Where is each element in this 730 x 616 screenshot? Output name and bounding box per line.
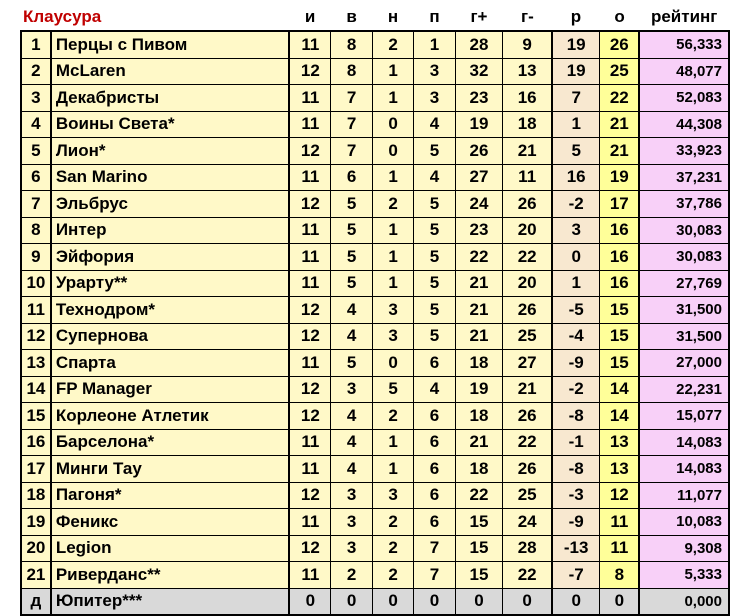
losses-cell: 5 <box>414 244 455 271</box>
diff-cell: 5 <box>552 138 600 165</box>
rating-cell: 31,500 <box>639 323 729 350</box>
team-name-cell: McLaren <box>51 58 290 85</box>
table-row <box>21 562 729 589</box>
diff-cell: 0 <box>552 244 600 271</box>
goals-against-cell: 13 <box>503 58 552 85</box>
losses-cell: 5 <box>414 138 455 165</box>
points-cell: 19 <box>600 164 640 191</box>
rank-cell: д <box>21 588 51 615</box>
rank-cell: 3 <box>21 85 51 112</box>
goals-for-cell: 24 <box>455 191 502 218</box>
rank-cell: 1 <box>21 31 51 58</box>
team-name-cell: Эльбрус <box>51 191 290 218</box>
points-cell: 0 <box>600 588 640 615</box>
diff-cell: -8 <box>552 456 600 483</box>
team-name-cell: FP Manager <box>51 376 290 403</box>
losses-cell: 6 <box>414 509 455 536</box>
points-cell: 25 <box>600 58 640 85</box>
wins-cell: 4 <box>331 429 372 456</box>
games-cell: 12 <box>289 376 331 403</box>
rating-cell: 11,077 <box>639 482 729 509</box>
losses-cell: 7 <box>414 535 455 562</box>
table-row <box>21 31 729 58</box>
team-name-cell: Лион* <box>51 138 290 165</box>
draws-cell: 2 <box>372 562 413 589</box>
losses-cell: 5 <box>414 297 455 324</box>
goals-for-cell: 19 <box>455 376 502 403</box>
goals-against-cell: 26 <box>503 191 552 218</box>
rating-cell: 37,231 <box>639 164 729 191</box>
team-name-cell: Барселона* <box>51 429 290 456</box>
points-cell: 17 <box>600 191 640 218</box>
goals-for-cell: 21 <box>455 429 502 456</box>
rating-cell: 44,308 <box>639 111 729 138</box>
col-header-goals-against: г- <box>503 4 552 31</box>
rank-cell: 10 <box>21 270 51 297</box>
diff-cell: 0 <box>552 588 600 615</box>
losses-cell: 4 <box>414 111 455 138</box>
diff-cell: -8 <box>552 403 600 430</box>
table-row <box>21 509 729 536</box>
rating-cell: 27,000 <box>639 350 729 377</box>
goals-against-cell: 16 <box>503 85 552 112</box>
goals-against-cell: 20 <box>503 270 552 297</box>
goals-for-cell: 23 <box>455 217 502 244</box>
games-cell: 11 <box>289 509 331 536</box>
draws-cell: 1 <box>372 85 413 112</box>
wins-cell: 5 <box>331 191 372 218</box>
games-cell: 11 <box>289 31 331 58</box>
draws-cell: 2 <box>372 509 413 536</box>
goals-against-cell: 25 <box>503 482 552 509</box>
losses-cell: 6 <box>414 482 455 509</box>
rank-cell: 8 <box>21 217 51 244</box>
diff-cell: 3 <box>552 217 600 244</box>
team-name-cell: Эйфория <box>51 244 290 271</box>
wins-cell: 3 <box>331 376 372 403</box>
rank-cell: 21 <box>21 562 51 589</box>
table-row <box>21 588 729 615</box>
games-cell: 11 <box>289 270 331 297</box>
rank-cell: 9 <box>21 244 51 271</box>
draws-cell: 1 <box>372 58 413 85</box>
goals-for-cell: 18 <box>455 403 502 430</box>
points-cell: 8 <box>600 562 640 589</box>
points-cell: 16 <box>600 270 640 297</box>
points-cell: 11 <box>600 509 640 536</box>
col-header-rating: рейтинг <box>639 4 729 31</box>
goals-for-cell: 26 <box>455 138 502 165</box>
goals-for-cell: 18 <box>455 350 502 377</box>
goals-against-cell: 20 <box>503 217 552 244</box>
wins-cell: 7 <box>331 85 372 112</box>
draws-cell: 0 <box>372 111 413 138</box>
rank-cell: 15 <box>21 403 51 430</box>
table-row <box>21 58 729 85</box>
rating-cell: 15,077 <box>639 403 729 430</box>
wins-cell: 4 <box>331 456 372 483</box>
diff-cell: 19 <box>552 58 600 85</box>
wins-cell: 3 <box>331 535 372 562</box>
diff-cell: -5 <box>552 297 600 324</box>
rating-cell: 56,333 <box>639 31 729 58</box>
team-name-cell: Феникс <box>51 509 290 536</box>
rank-cell: 17 <box>21 456 51 483</box>
games-cell: 12 <box>289 58 331 85</box>
team-name-cell: Супернова <box>51 323 290 350</box>
games-cell: 11 <box>289 217 331 244</box>
rank-cell: 16 <box>21 429 51 456</box>
wins-cell: 4 <box>331 297 372 324</box>
table-row <box>21 482 729 509</box>
team-name-cell: Минги Тау <box>51 456 290 483</box>
games-cell: 12 <box>289 323 331 350</box>
draws-cell: 3 <box>372 482 413 509</box>
goals-against-cell: 22 <box>503 562 552 589</box>
wins-cell: 8 <box>331 31 372 58</box>
points-cell: 15 <box>600 350 640 377</box>
rank-cell: 12 <box>21 323 51 350</box>
games-cell: 12 <box>289 535 331 562</box>
table-row <box>21 535 729 562</box>
table-row <box>21 323 729 350</box>
draws-cell: 5 <box>372 376 413 403</box>
rating-cell: 14,083 <box>639 456 729 483</box>
diff-cell: 16 <box>552 164 600 191</box>
games-cell: 11 <box>289 456 331 483</box>
games-cell: 0 <box>289 588 331 615</box>
rating-cell: 52,083 <box>639 85 729 112</box>
points-cell: 12 <box>600 482 640 509</box>
draws-cell: 2 <box>372 31 413 58</box>
wins-cell: 2 <box>331 562 372 589</box>
rating-cell: 14,083 <box>639 429 729 456</box>
diff-cell: -1 <box>552 429 600 456</box>
games-cell: 12 <box>289 138 331 165</box>
losses-cell: 5 <box>414 191 455 218</box>
draws-cell: 3 <box>372 323 413 350</box>
goals-against-cell: 18 <box>503 111 552 138</box>
wins-cell: 8 <box>331 58 372 85</box>
diff-cell: 19 <box>552 31 600 58</box>
col-header-draws: н <box>372 4 413 31</box>
table-row <box>21 85 729 112</box>
draws-cell: 2 <box>372 535 413 562</box>
losses-cell: 6 <box>414 456 455 483</box>
goals-for-cell: 15 <box>455 509 502 536</box>
games-cell: 12 <box>289 297 331 324</box>
rating-cell: 31,500 <box>639 297 729 324</box>
team-name-cell: Legion <box>51 535 290 562</box>
goals-for-cell: 18 <box>455 456 502 483</box>
goals-for-cell: 22 <box>455 482 502 509</box>
games-cell: 12 <box>289 482 331 509</box>
goals-for-cell: 21 <box>455 297 502 324</box>
goals-for-cell: 32 <box>455 58 502 85</box>
col-header-games: и <box>289 4 331 31</box>
games-cell: 11 <box>289 85 331 112</box>
draws-cell: 1 <box>372 456 413 483</box>
games-cell: 11 <box>289 562 331 589</box>
col-header-diff: р <box>552 4 600 31</box>
draws-cell: 1 <box>372 164 413 191</box>
points-cell: 21 <box>600 138 640 165</box>
draws-cell: 2 <box>372 403 413 430</box>
goals-for-cell: 21 <box>455 323 502 350</box>
rank-cell: 11 <box>21 297 51 324</box>
team-name-cell: Юпитер*** <box>51 588 290 615</box>
diff-cell: -9 <box>552 509 600 536</box>
wins-cell: 3 <box>331 482 372 509</box>
wins-cell: 4 <box>331 403 372 430</box>
draws-cell: 0 <box>372 588 413 615</box>
points-cell: 16 <box>600 244 640 271</box>
team-name-cell: San Marino <box>51 164 290 191</box>
col-header-losses: п <box>414 4 455 31</box>
team-name-cell: Урарту** <box>51 270 290 297</box>
goals-for-cell: 28 <box>455 31 502 58</box>
team-name-cell: Технодром* <box>51 297 290 324</box>
team-name-cell: Декабристы <box>51 85 290 112</box>
losses-cell: 5 <box>414 323 455 350</box>
table-row <box>21 138 729 165</box>
goals-against-cell: 26 <box>503 297 552 324</box>
table-row <box>21 403 729 430</box>
rank-cell: 19 <box>21 509 51 536</box>
rank-cell: 5 <box>21 138 51 165</box>
goals-against-cell: 21 <box>503 376 552 403</box>
diff-cell: -3 <box>552 482 600 509</box>
goals-against-cell: 11 <box>503 164 552 191</box>
draws-cell: 0 <box>372 350 413 377</box>
draws-cell: 1 <box>372 244 413 271</box>
draws-cell: 2 <box>372 191 413 218</box>
points-cell: 16 <box>600 217 640 244</box>
team-name-cell: Перцы с Пивом <box>51 31 290 58</box>
losses-cell: 6 <box>414 403 455 430</box>
diff-cell: 7 <box>552 85 600 112</box>
rating-cell: 27,769 <box>639 270 729 297</box>
wins-cell: 6 <box>331 164 372 191</box>
team-name-cell: Пагоня* <box>51 482 290 509</box>
wins-cell: 5 <box>331 350 372 377</box>
table-row <box>21 270 729 297</box>
rank-cell: 4 <box>21 111 51 138</box>
points-cell: 15 <box>600 323 640 350</box>
goals-for-cell: 15 <box>455 562 502 589</box>
losses-cell: 0 <box>414 588 455 615</box>
rating-cell: 33,923 <box>639 138 729 165</box>
draws-cell: 0 <box>372 138 413 165</box>
rating-cell: 48,077 <box>639 58 729 85</box>
diff-cell: 1 <box>552 111 600 138</box>
table-body <box>21 31 729 615</box>
points-cell: 14 <box>600 403 640 430</box>
goals-for-cell: 22 <box>455 244 502 271</box>
points-cell: 11 <box>600 535 640 562</box>
points-cell: 14 <box>600 376 640 403</box>
wins-cell: 7 <box>331 138 372 165</box>
wins-cell: 7 <box>331 111 372 138</box>
rating-cell: 30,083 <box>639 217 729 244</box>
table-row <box>21 456 729 483</box>
draws-cell: 3 <box>372 297 413 324</box>
diff-cell: -2 <box>552 191 600 218</box>
team-name-cell: Воины Света* <box>51 111 290 138</box>
team-name-cell: Интер <box>51 217 290 244</box>
points-cell: 13 <box>600 429 640 456</box>
diff-cell: -13 <box>552 535 600 562</box>
table-row <box>21 164 729 191</box>
losses-cell: 4 <box>414 376 455 403</box>
goals-against-cell: 0 <box>503 588 552 615</box>
rank-cell: 7 <box>21 191 51 218</box>
diff-cell: -7 <box>552 562 600 589</box>
rating-cell: 9,308 <box>639 535 729 562</box>
table-header <box>21 4 729 31</box>
games-cell: 12 <box>289 403 331 430</box>
diff-cell: 1 <box>552 270 600 297</box>
points-cell: 15 <box>600 297 640 324</box>
table-row <box>21 217 729 244</box>
wins-cell: 5 <box>331 217 372 244</box>
diff-cell: -9 <box>552 350 600 377</box>
team-name-cell: Риверданс** <box>51 562 290 589</box>
draws-cell: 1 <box>372 429 413 456</box>
rank-cell: 6 <box>21 164 51 191</box>
goals-against-cell: 27 <box>503 350 552 377</box>
losses-cell: 3 <box>414 85 455 112</box>
wins-cell: 4 <box>331 323 372 350</box>
games-cell: 12 <box>289 191 331 218</box>
games-cell: 11 <box>289 164 331 191</box>
losses-cell: 1 <box>414 31 455 58</box>
team-name-cell: Спарта <box>51 350 290 377</box>
losses-cell: 5 <box>414 270 455 297</box>
rating-cell: 0,000 <box>639 588 729 615</box>
goals-for-cell: 15 <box>455 535 502 562</box>
wins-cell: 5 <box>331 270 372 297</box>
games-cell: 11 <box>289 244 331 271</box>
losses-cell: 6 <box>414 350 455 377</box>
wins-cell: 5 <box>331 244 372 271</box>
wins-cell: 0 <box>331 588 372 615</box>
goals-against-cell: 9 <box>503 31 552 58</box>
draws-cell: 1 <box>372 217 413 244</box>
draws-cell: 1 <box>372 270 413 297</box>
rank-cell: 18 <box>21 482 51 509</box>
rating-cell: 37,786 <box>639 191 729 218</box>
goals-for-cell: 0 <box>455 588 502 615</box>
rank-cell: 14 <box>21 376 51 403</box>
diff-cell: -2 <box>552 376 600 403</box>
games-cell: 11 <box>289 429 331 456</box>
games-cell: 11 <box>289 350 331 377</box>
table-row <box>21 111 729 138</box>
goals-against-cell: 26 <box>503 403 552 430</box>
goals-against-cell: 25 <box>503 323 552 350</box>
goals-against-cell: 24 <box>503 509 552 536</box>
games-cell: 11 <box>289 111 331 138</box>
losses-cell: 7 <box>414 562 455 589</box>
losses-cell: 4 <box>414 164 455 191</box>
table-row <box>21 376 729 403</box>
wins-cell: 3 <box>331 509 372 536</box>
rating-cell: 22,231 <box>639 376 729 403</box>
goals-for-cell: 27 <box>455 164 502 191</box>
goals-for-cell: 23 <box>455 85 502 112</box>
col-header-goals-for: г+ <box>455 4 502 31</box>
table-title: Клаусура <box>21 4 289 31</box>
team-name-cell: Корлеоне Атлетик <box>51 403 290 430</box>
losses-cell: 3 <box>414 58 455 85</box>
goals-for-cell: 19 <box>455 111 502 138</box>
goals-against-cell: 22 <box>503 429 552 456</box>
losses-cell: 6 <box>414 429 455 456</box>
diff-cell: -4 <box>552 323 600 350</box>
rank-cell: 20 <box>21 535 51 562</box>
rating-cell: 10,083 <box>639 509 729 536</box>
rank-cell: 13 <box>21 350 51 377</box>
table-row <box>21 244 729 271</box>
points-cell: 26 <box>600 31 640 58</box>
goals-against-cell: 26 <box>503 456 552 483</box>
goals-for-cell: 21 <box>455 270 502 297</box>
standings-table <box>20 4 730 616</box>
goals-against-cell: 21 <box>503 138 552 165</box>
goals-against-cell: 28 <box>503 535 552 562</box>
rating-cell: 5,333 <box>639 562 729 589</box>
rating-cell: 30,083 <box>639 244 729 271</box>
goals-against-cell: 22 <box>503 244 552 271</box>
table-row <box>21 297 729 324</box>
table-row <box>21 191 729 218</box>
table-row <box>21 350 729 377</box>
points-cell: 22 <box>600 85 640 112</box>
points-cell: 13 <box>600 456 640 483</box>
rank-cell: 2 <box>21 58 51 85</box>
col-header-points: о <box>600 4 640 31</box>
losses-cell: 5 <box>414 217 455 244</box>
col-header-wins: в <box>331 4 372 31</box>
table-row <box>21 429 729 456</box>
points-cell: 21 <box>600 111 640 138</box>
